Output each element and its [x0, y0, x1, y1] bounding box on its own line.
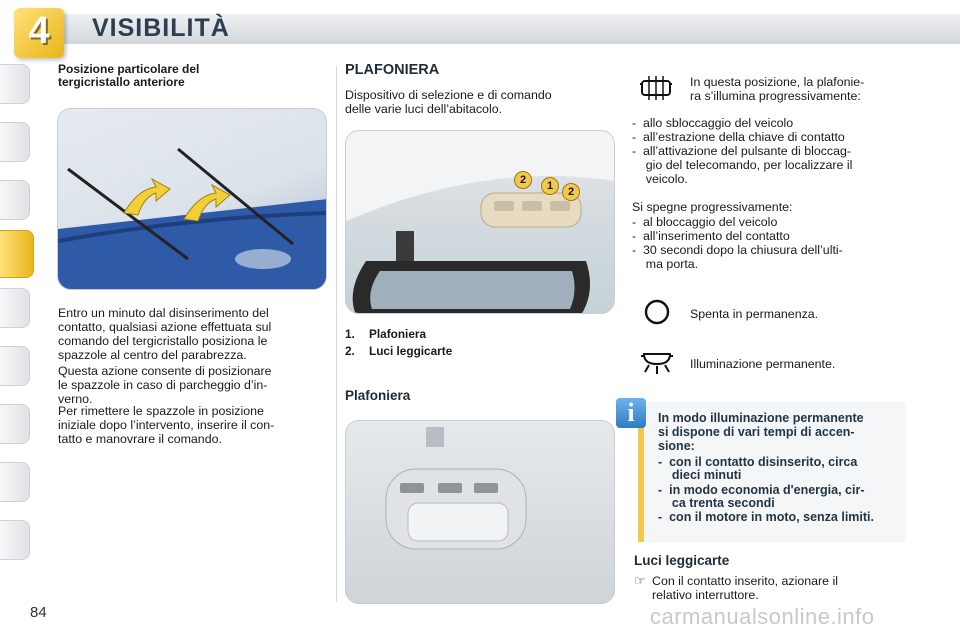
column-divider — [336, 66, 337, 602]
circle-off-icon — [643, 298, 671, 326]
legend-number: 1. — [345, 327, 355, 341]
ceiling-light-illustration — [346, 421, 615, 604]
info-line: si dispone di vari tempi di accen- — [658, 425, 855, 439]
ceiling-light-photo — [345, 420, 615, 604]
off-mode-text: Spenta in permanenza. — [690, 307, 819, 321]
section-title-plafoniera: PLAFONIERA — [345, 62, 440, 78]
windscreen-wiper-illustration — [58, 109, 327, 290]
legend-item — [345, 343, 452, 360]
text-line: spazzole al centro del parabrezza. — [58, 348, 247, 362]
callout-number: 2 — [514, 171, 532, 189]
chapter-side-tabs — [0, 64, 34, 584]
side-tab[interactable] — [0, 64, 30, 104]
info-line: - con il motore in moto, senza limiti. — [658, 510, 874, 524]
wiper-heading-line1: Posizione particolare del — [58, 62, 200, 76]
text-line: le spazzole in caso di parcheggio d’in- — [58, 378, 268, 392]
light-on-icon — [640, 348, 674, 376]
text-line: comando del tergicristallo posiziona le — [58, 334, 268, 348]
wiper-paragraph-2 — [58, 364, 326, 406]
info-line: - con il contatto disinserito, circa — [658, 455, 858, 469]
list-item: - 30 secondi dopo la chiusura dell’ulti- — [632, 243, 843, 257]
text-line: In questa posizione, la plafonie- — [690, 75, 865, 89]
text-line: verno. — [58, 392, 93, 406]
list-item: ma porta. — [632, 257, 699, 271]
side-tab[interactable] — [0, 404, 30, 444]
page-number: 84 — [30, 604, 47, 621]
legend-label: Plafoniera — [369, 327, 427, 341]
text-line: Con il contatto inserito, azionare il — [652, 574, 838, 588]
pointing-hand-icon: ☞ — [634, 573, 646, 588]
windscreen-wiper-photo — [57, 108, 327, 290]
off-conditions-list — [632, 215, 908, 271]
side-tab[interactable] — [0, 122, 30, 162]
info-line: sione: — [658, 439, 695, 453]
reading-lights-text — [652, 574, 906, 602]
side-tab[interactable] — [0, 288, 30, 328]
plafoniera-intro — [345, 88, 615, 116]
info-line: ca trenta secondi — [658, 496, 775, 510]
text-line: tatto e manovrare il comando. — [58, 432, 222, 446]
text-line: relativo interruttore. — [652, 588, 759, 602]
on-conditions-list — [632, 116, 908, 186]
legend-label: Luci leggicarte — [369, 344, 453, 358]
page-title: VISIBILITÀ — [92, 14, 230, 42]
courtesy-light-door-icon-svg — [638, 74, 674, 102]
text-line: Entro un minuto dal disinserimento del — [58, 306, 269, 320]
door-mode-text — [690, 75, 906, 103]
text-line: Questa azione consente di posizionare — [58, 364, 272, 378]
text-line: ra s’illumina progressivamente: — [690, 89, 861, 103]
list-item: - all’attivazione del pulsante di bloccag- — [632, 144, 852, 158]
chapter-number: 4 — [28, 10, 50, 52]
light-on-icon-svg — [640, 348, 674, 376]
info-line: dieci minuti — [658, 468, 742, 482]
text-line: contatto, qualsiasi azione effettuata sul — [58, 320, 272, 334]
legend-item — [345, 326, 452, 343]
subsection-title-plafoniera: Plafoniera — [345, 388, 411, 403]
info-line: - in modo economia d'energia, cir- — [658, 483, 865, 497]
list-item: - all’inserimento del contatto — [632, 229, 790, 243]
courtesy-light-door-icon — [638, 74, 674, 102]
callout-number: 2 — [562, 183, 580, 201]
permanent-mode-text: Illuminazione permanente. — [690, 357, 836, 371]
list-item: - allo sbloccaggio del veicolo — [632, 116, 794, 130]
reading-lights-title: Luci leggicarte — [634, 553, 730, 568]
side-tab-active[interactable] — [0, 230, 34, 278]
side-tab[interactable] — [0, 520, 30, 560]
text-line: iniziale dopo l’intervento, inserire il con- — [58, 418, 275, 432]
plafoniera-legend — [345, 326, 452, 360]
ceiling-console-photo — [345, 130, 615, 314]
info-line: In modo illuminazione permanente — [658, 411, 864, 425]
chapter-badge — [14, 8, 64, 58]
text-line: Per rimettere le spazzole in posizione — [58, 404, 264, 418]
side-tab[interactable] — [0, 346, 30, 386]
watermark: carmanualsonline.info — [650, 604, 875, 629]
list-item: veicolo. — [632, 172, 688, 186]
callout-number: 1 — [541, 177, 559, 195]
page-header — [0, 0, 960, 58]
wiper-heading-line2: tergicristallo anteriore — [58, 75, 185, 89]
info-icon: i — [616, 398, 646, 428]
side-tab[interactable] — [0, 462, 30, 502]
wiper-paragraph-3 — [58, 404, 326, 446]
off-intro: Si spegne progressivamente: — [632, 200, 793, 214]
text-line: delle varie luci dell’abitacolo. — [345, 102, 503, 116]
side-tab[interactable] — [0, 180, 30, 220]
ceiling-console-illustration — [346, 131, 615, 314]
list-item: - al bloccaggio del veicolo — [632, 215, 778, 229]
text-line: Dispositivo di selezione e di comando — [345, 88, 552, 102]
wiper-paragraph-1 — [58, 306, 326, 362]
list-item: - all’estrazione della chiave di contatto — [632, 130, 845, 144]
legend-number: 2. — [345, 344, 355, 358]
circle-off-icon-svg — [643, 298, 671, 326]
list-item: gio del telecomando, per localizzare il — [632, 158, 853, 172]
